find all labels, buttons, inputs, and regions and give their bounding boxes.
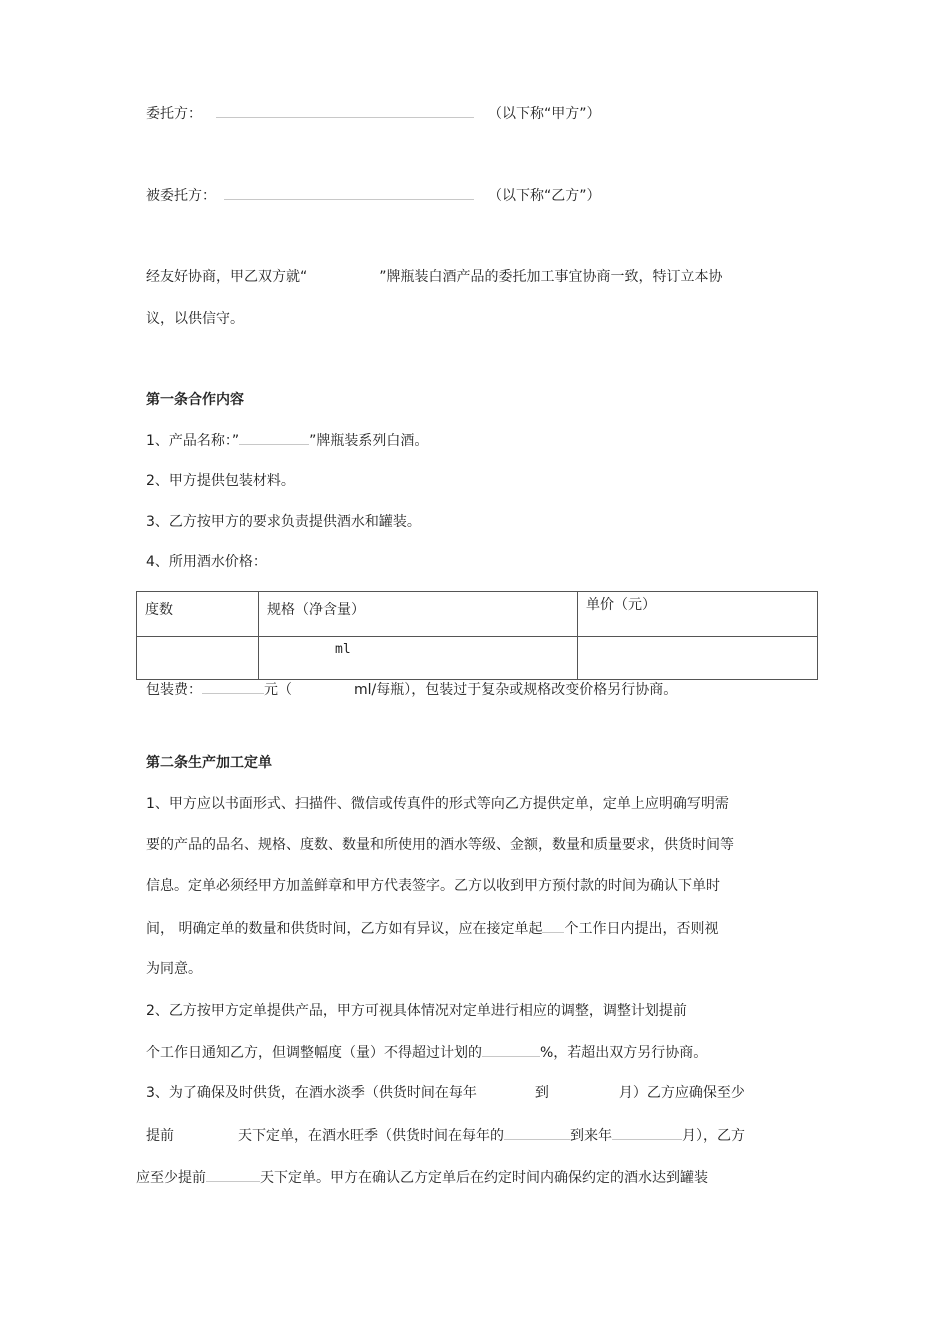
item1-text-b: ”牌瓶装系列白酒。: [309, 433, 429, 449]
intro-line-1: [146, 267, 723, 287]
packaging-volume-blank[interactable]: [292, 680, 354, 694]
p3-line2-text-a: 提前: [146, 1128, 174, 1144]
peak-season-start-blank[interactable]: [504, 1125, 570, 1140]
slow-season-end-blank[interactable]: [549, 1083, 619, 1097]
contractor-name-blank[interactable]: [224, 185, 474, 200]
article2-p1-line2: 要的产品的品名、规格、度数、数量和所使用的酒水等级、金额，数量和质量要求，供货时间等: [146, 837, 734, 853]
article1-item1: [146, 430, 428, 451]
article2-p2-line1: 2、乙方按甲方定单提供产品，甲方可视具体情况对定单进行相应的调整，调整计划提前: [146, 1003, 687, 1019]
article2-p1-line1: 1、甲方应以书面形式、扫描件、微信或传真件的形式等向乙方提供定单，定单上应明确写明需: [146, 796, 729, 812]
header-degree: 度数: [137, 592, 259, 637]
peak-season-end-blank[interactable]: [612, 1125, 682, 1140]
brand-blank[interactable]: [307, 267, 379, 281]
p3-line1-text-b: 到: [534, 1085, 549, 1101]
client-name-blank[interactable]: [216, 103, 474, 118]
product-name-blank[interactable]: [239, 430, 309, 445]
intro-text-a: 经友好协商，甲乙双方就“: [146, 269, 308, 285]
price-table-header-row: [137, 592, 818, 637]
p3-line3-text-a: 应至少提前: [136, 1170, 206, 1186]
p3-line1-text-a: 3、为了确保及时供货，在酒水淡季（供货时间在每年: [146, 1085, 477, 1101]
packaging-text-c: ml/每瓶），包装过于复杂或规格改变价格另行协商。: [354, 682, 678, 698]
article2-title: 第二条生产加工定单: [146, 755, 272, 771]
article1-title: 第一条合作内容: [146, 392, 244, 408]
contractor-line: [146, 185, 601, 206]
cell-degree[interactable]: [137, 637, 259, 680]
p1-line4-text-b: 个工作日内提出，否则视: [564, 921, 719, 937]
p3-line2-text-c: 到来年: [570, 1128, 612, 1144]
packaging-text-b: 元（: [264, 682, 292, 698]
packaging-text-a: 包装费：: [146, 682, 202, 698]
article2-p3-line3: [136, 1167, 708, 1188]
slow-season-start-blank[interactable]: [477, 1083, 535, 1097]
p3-line1-text-c: 月）乙方应确保至少: [618, 1085, 745, 1101]
price-table-row: [137, 637, 818, 680]
header-spec: 规格（净含量）: [259, 592, 578, 637]
intro-text-b: ”牌瓶装白酒产品的委托加工事宜协商一致，特订立本协: [379, 269, 723, 285]
p3-line2-text-b: 天下定单，在酒水旺季（供货时间在每年的: [238, 1128, 504, 1144]
article2-p2-line2: [146, 1042, 707, 1063]
cell-spec[interactable]: ml: [259, 637, 578, 680]
contractor-label: 被委托方：: [146, 188, 216, 204]
packaging-line: [146, 679, 677, 700]
packaging-fee-blank[interactable]: [202, 679, 264, 694]
article2-p1-line3: 信息。定单必须经甲方加盖鲜章和甲方代表签字。乙方以收到甲方预付款的时间为确认下单时: [146, 878, 720, 894]
p3-line3-text-b: 天下定单。甲方在确认乙方定单后在约定时间内确保约定的酒水达到罐装: [260, 1170, 708, 1186]
price-table: [136, 591, 818, 680]
article1-item2: 2、甲方提供包装材料。: [146, 473, 295, 489]
article2-p1-line4: [146, 918, 718, 939]
p1-line4-text-a: 间， 明确定单的数量和供货时间，乙方如有异议，应在接定单起: [146, 921, 543, 937]
objection-days-blank[interactable]: [542, 918, 564, 933]
client-label: 委托方：: [146, 106, 202, 122]
intro-line-2: 议，以供信守。: [146, 311, 244, 327]
slow-season-days-blank[interactable]: [174, 1126, 238, 1140]
client-line: [146, 103, 601, 124]
article1-item4: 4、所用酒水价格：: [146, 554, 267, 570]
article2-p1-line5: 为同意。: [146, 961, 202, 977]
cell-price[interactable]: [578, 637, 818, 680]
article2-p3-line2: [146, 1125, 745, 1146]
p3-line2-text-d: 月），乙方: [682, 1128, 745, 1144]
item1-text-a: 1、产品名称：”: [146, 433, 240, 449]
contractor-suffix: （以下称“乙方”）: [488, 188, 601, 204]
article1-item3: 3、乙方按甲方的要求负责提供酒水和罐装。: [146, 514, 421, 530]
header-price: 单价（元）: [578, 592, 818, 637]
article2-p3-line1: [146, 1083, 745, 1103]
client-suffix: （以下称“甲方”）: [488, 106, 601, 122]
p2-line2-text-b: %，若超出双方另行协商。: [540, 1045, 708, 1061]
peak-season-days-blank[interactable]: [206, 1167, 260, 1182]
p2-line2-text-a: 个工作日通知乙方，但调整幅度（量）不得超过计划的: [146, 1045, 482, 1061]
adjust-percent-blank[interactable]: [482, 1042, 540, 1057]
